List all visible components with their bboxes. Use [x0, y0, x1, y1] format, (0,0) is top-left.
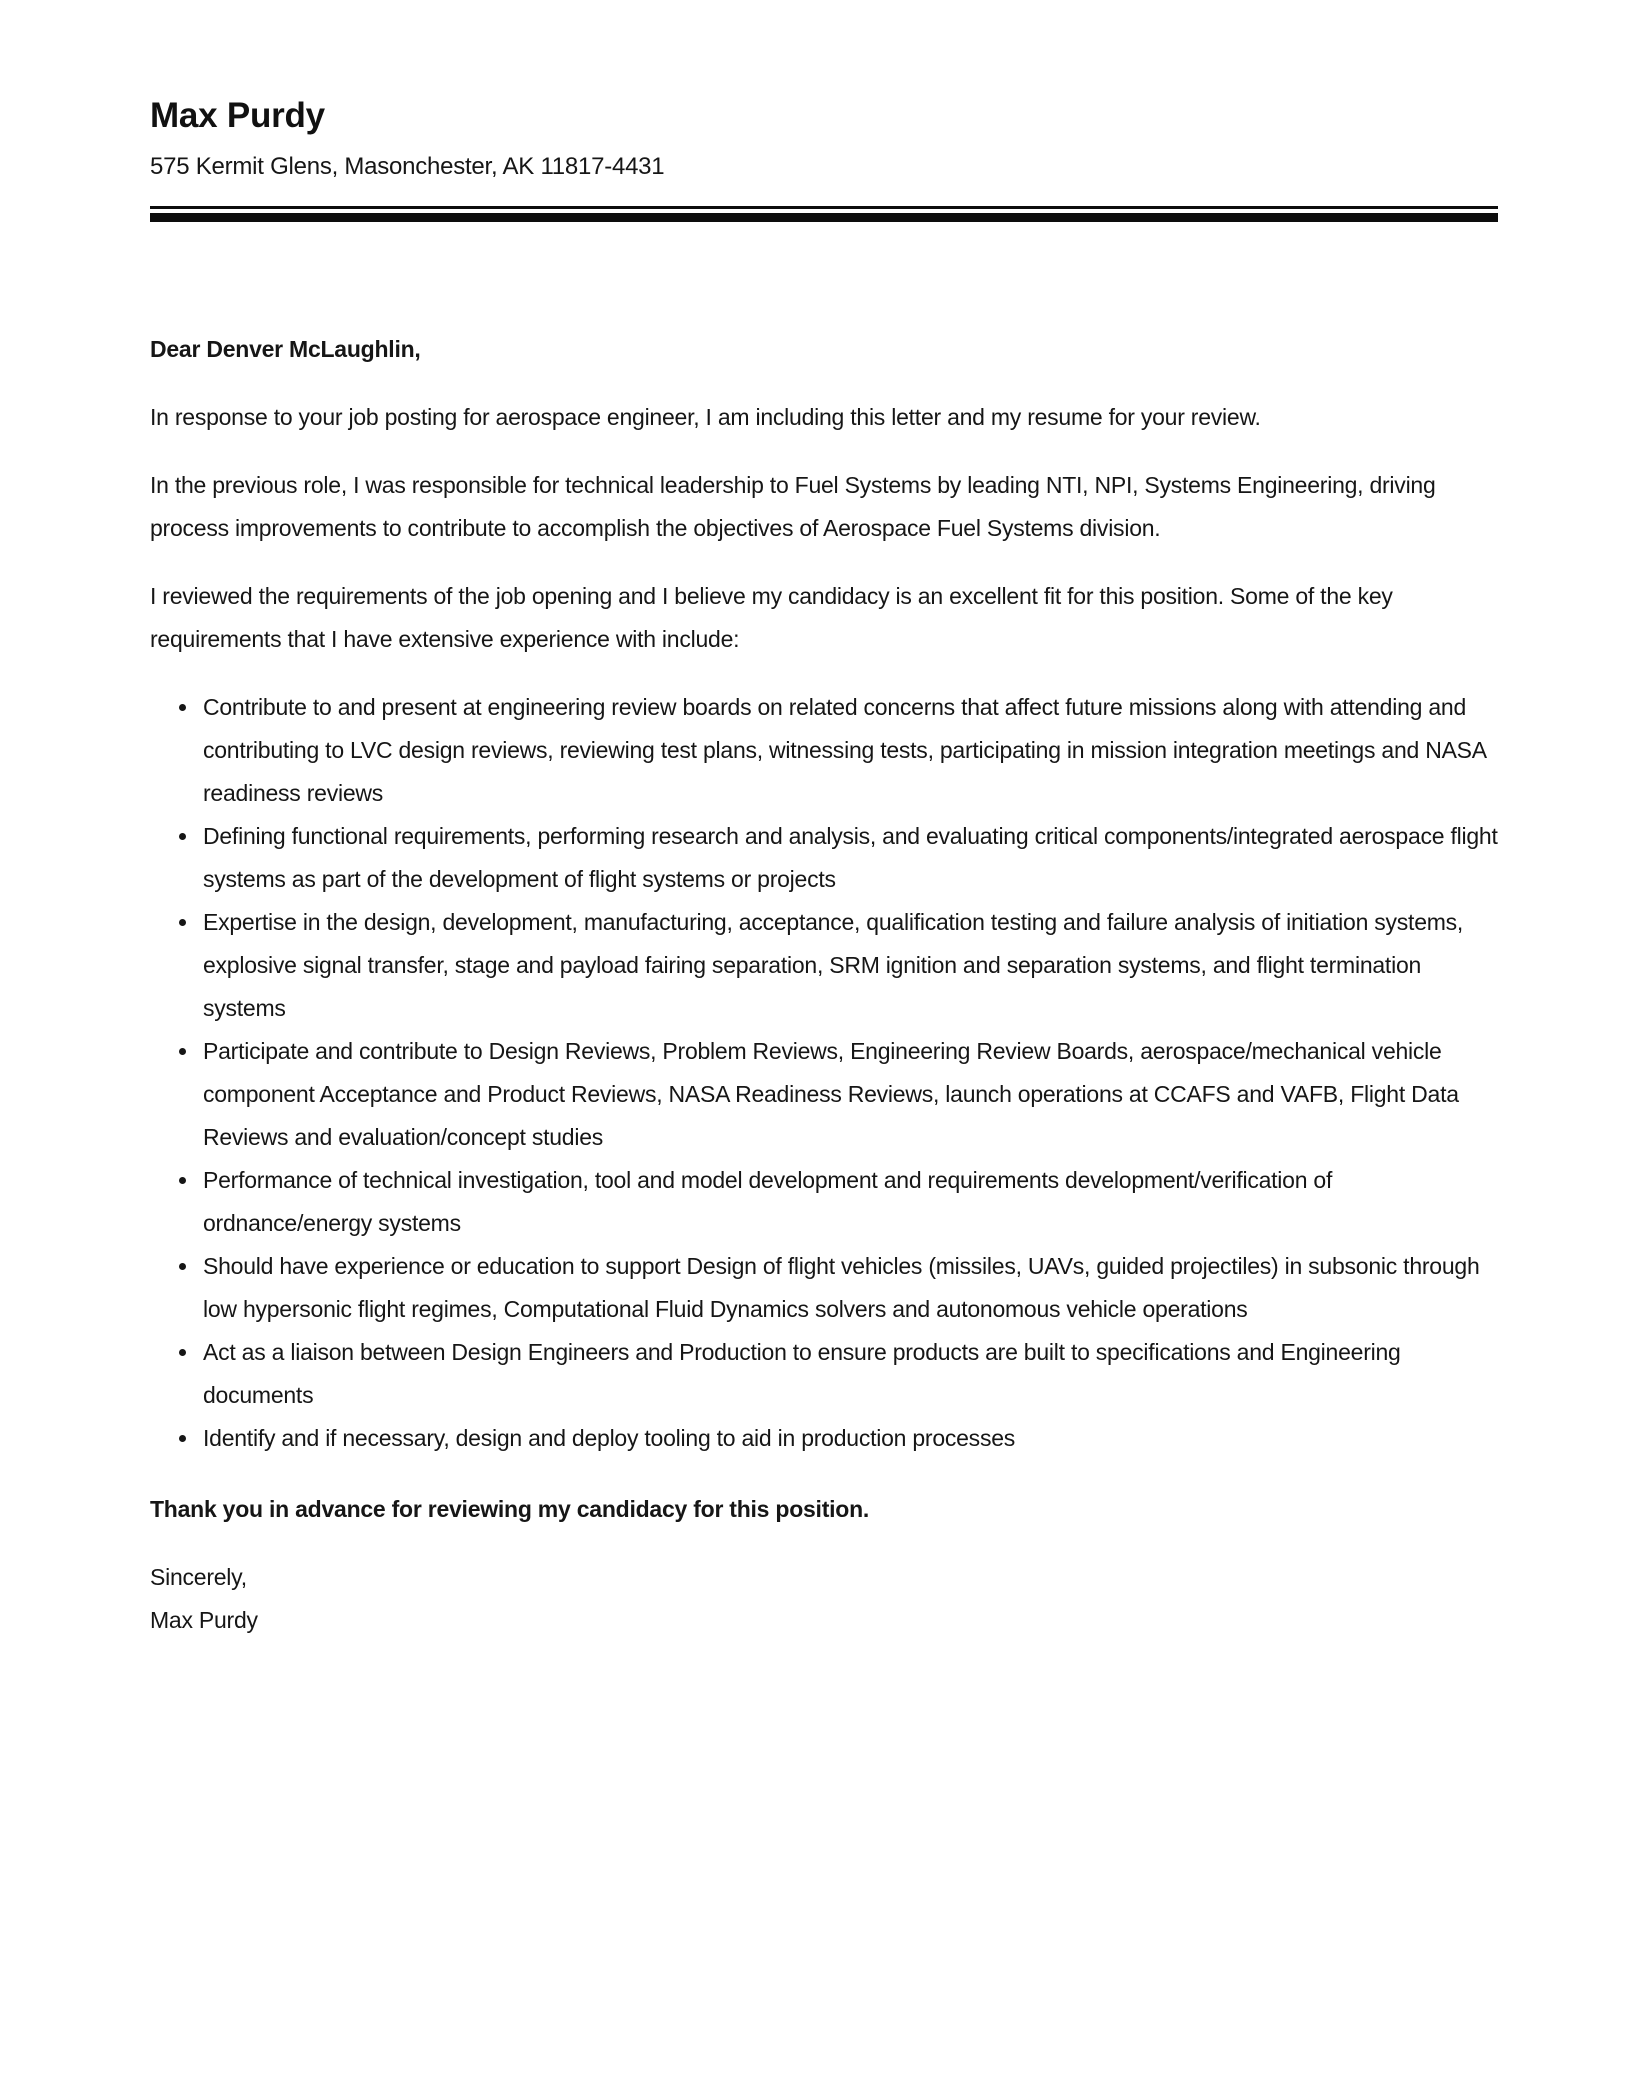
requirements-list [150, 686, 1498, 1460]
closing-thanks: Thank you in advance for reviewing my candidacy for this position. [150, 1496, 870, 1523]
signoff-sincerely: Sincerely, [150, 1564, 247, 1591]
requirement-item: • Expertise in the design, development, manufacturing, acceptance, qualification testing and failure analysis of initiation systems, explosive signal transfer, stage and payload fairing separation, SRM ignition and separation systems, and flight termination systems [200, 901, 1498, 1030]
letter-body [150, 328, 1498, 1642]
requirement-item: • Defining functional requirements, performing research and analysis, and evaluating critical components/integrated aerospace flight systems as part of the development of flight systems or projects [200, 815, 1498, 901]
paragraph-previous-role: In the previous role, I was responsible for technical leadership to Fuel Systems by leading NTI, NPI, Systems Engineering, driving process improvements to contribute to accomplish the objectives of Aerospace Fuel Systems division. [150, 472, 1436, 542]
paragraph-requirements-lead-in: I reviewed the requirements of the job opening and I believe my candidacy is an excellent fit for this position. Some of the key requirements that I have extensive experience with include: [150, 583, 1393, 653]
sender-name: Max Purdy [150, 96, 325, 135]
signature-name: Max Purdy [150, 1607, 258, 1634]
sender-address: 575 Kermit Glens, Masonchester, AK 11817-4431 [150, 153, 665, 181]
signoff-block [150, 1556, 1498, 1642]
header-divider-rule [150, 206, 1498, 222]
requirement-item: • Performance of technical investigation, tool and model development and requirements development/verification of ordnance/energy systems [200, 1159, 1498, 1245]
requirement-item: • Identify and if necessary, design and deploy tooling to aid in production processes [200, 1417, 1498, 1460]
requirement-item: • Should have experience or education to support Design of flight vehicles (missiles, UAVs, guided projectiles) in subsonic through low hypersonic flight regimes, Computational Fluid Dynamics solvers and autonomous vehicle operations [200, 1245, 1498, 1331]
requirement-item: • Contribute to and present at engineering review boards on related concerns that affect future missions along with attending and contributing to LVC design reviews, reviewing test plans, witnessing tests, participating in mission integration meetings and NASA readiness reviews [200, 686, 1498, 815]
greeting: Dear Denver McLaughlin, [150, 336, 421, 363]
requirement-item: • Act as a liaison between Design Engineers and Production to ensure products are built to specifications and Engineering documents [200, 1331, 1498, 1417]
paragraph-intro: In response to your job posting for aerospace engineer, I am including this letter and my resume for your review. [150, 404, 1261, 431]
requirement-item: • Participate and contribute to Design Reviews, Problem Reviews, Engineering Review Boards, aerospace/mechanical vehicle component Acceptance and Product Reviews, NASA Readiness Reviews, launch operations at CCAFS and VAFB, Flight Data Reviews and evaluation/concept studies [200, 1030, 1498, 1159]
letter-header [150, 96, 1498, 182]
